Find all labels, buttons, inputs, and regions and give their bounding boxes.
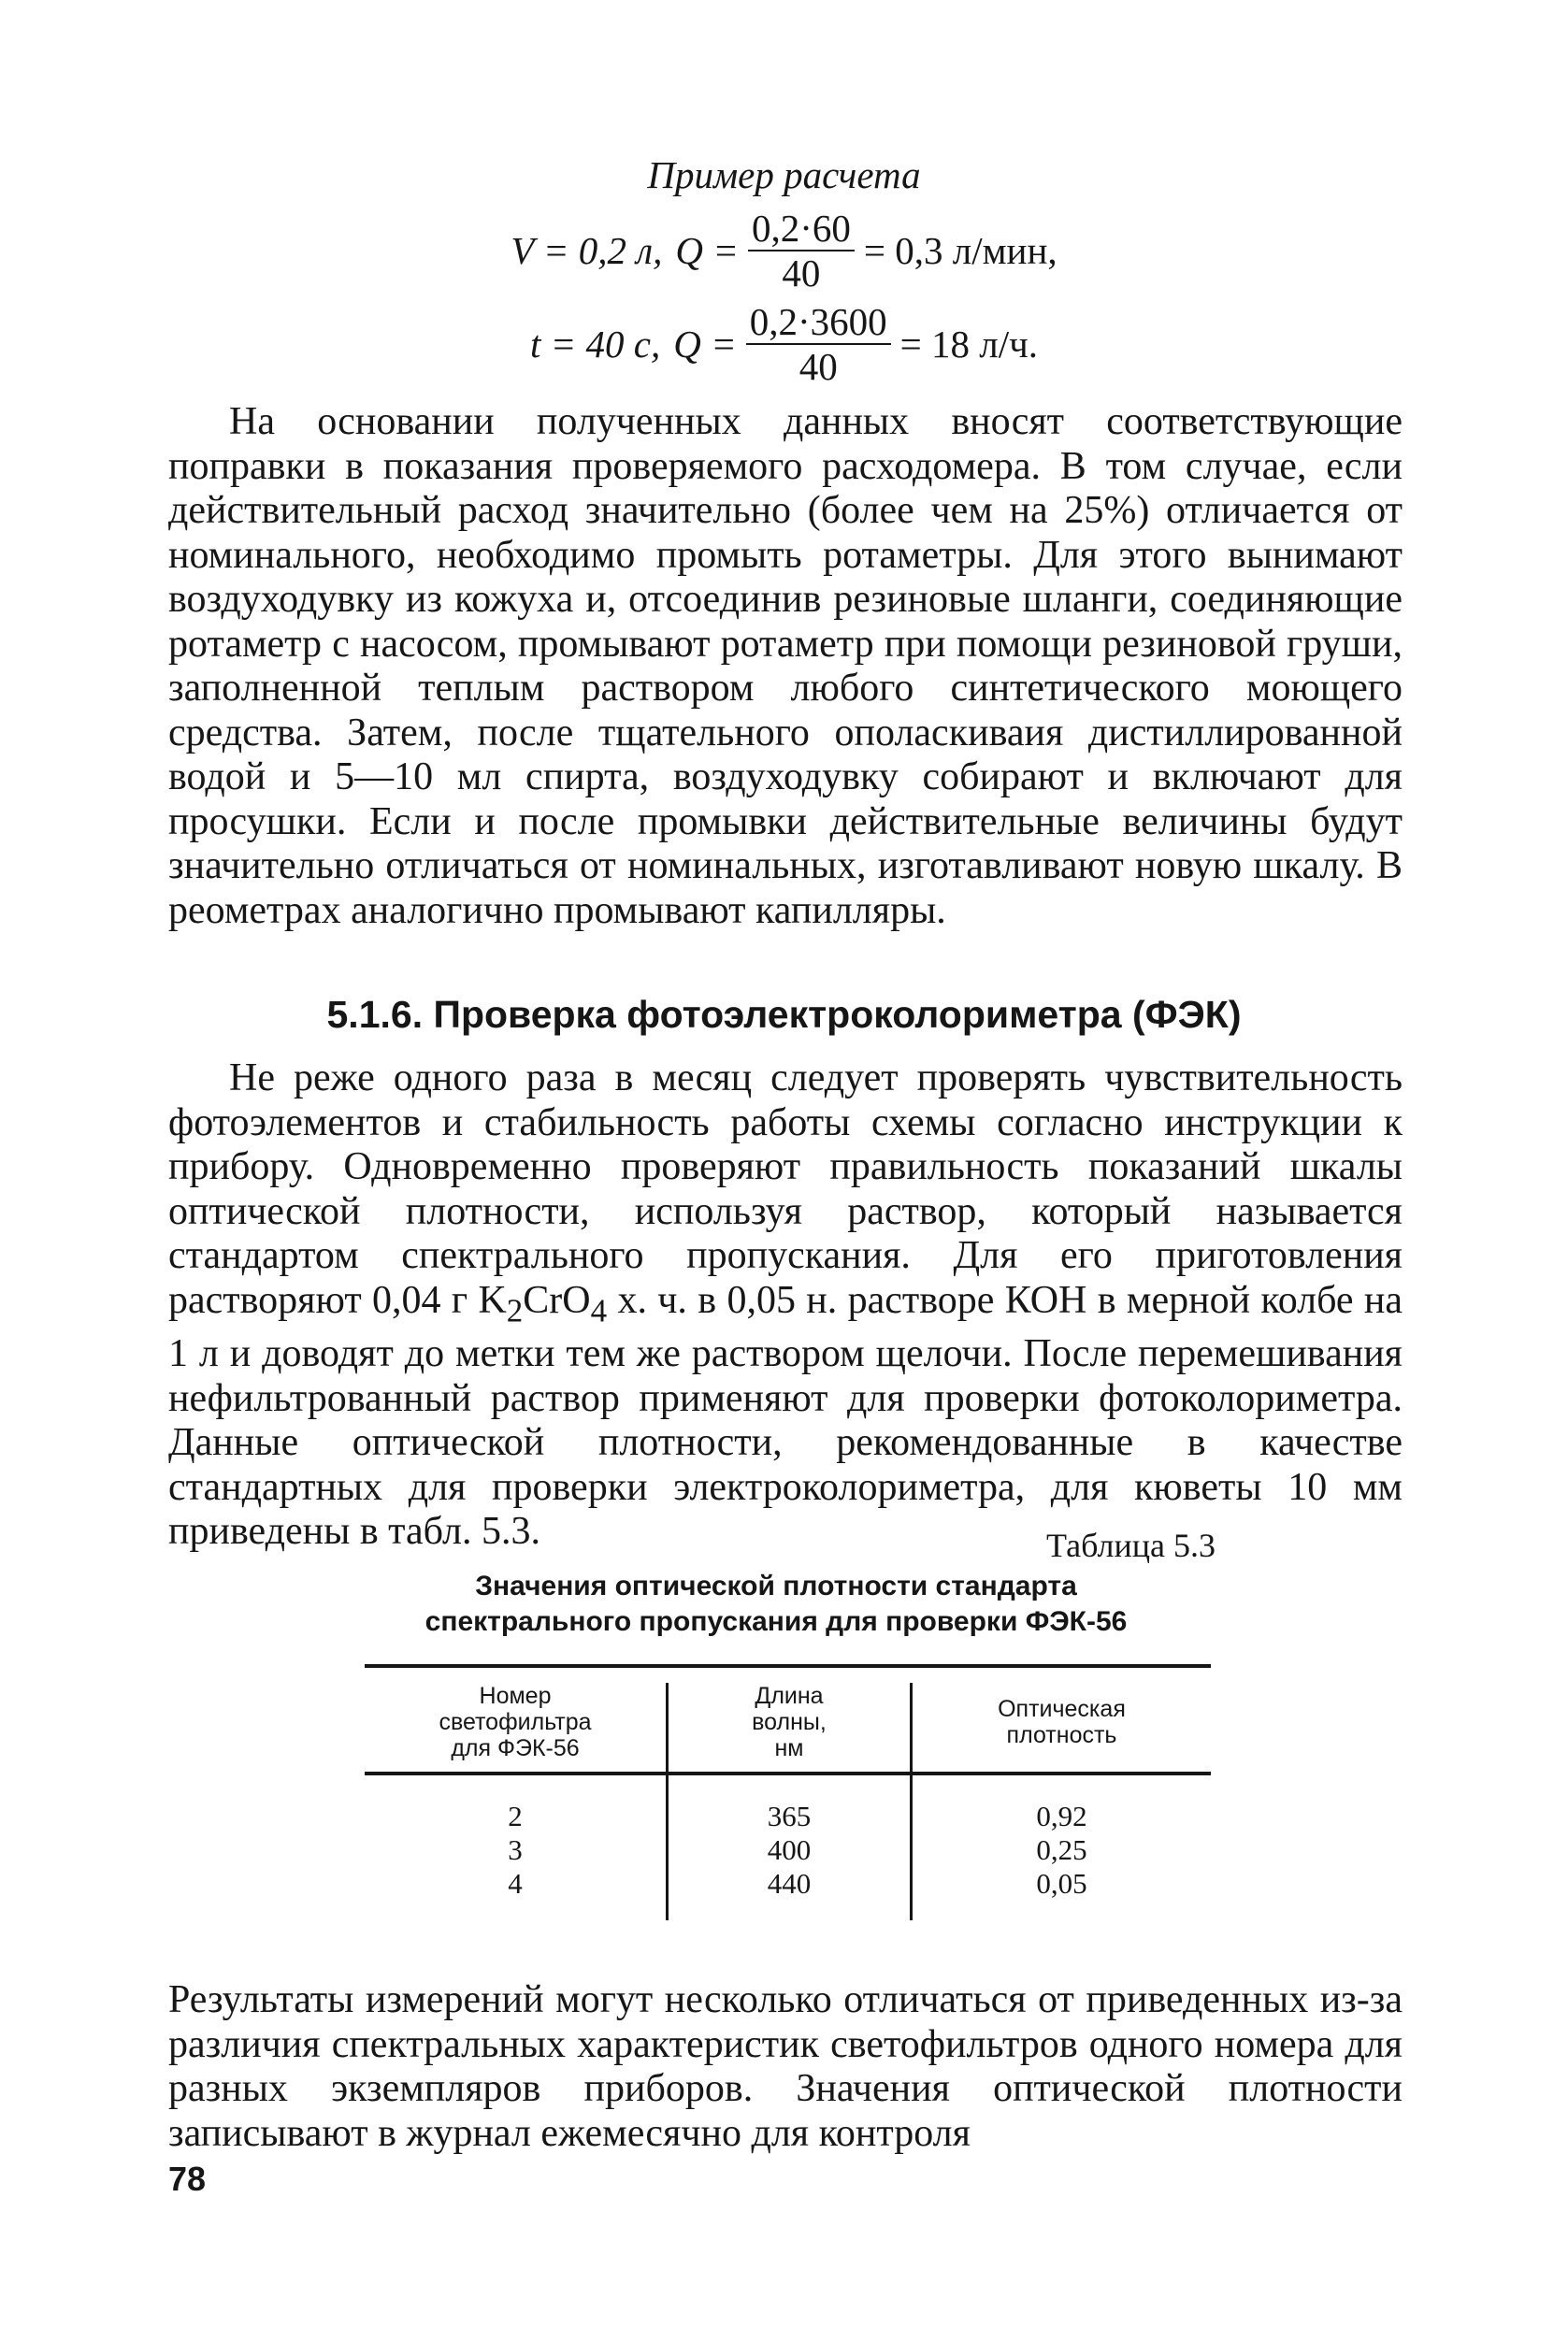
- table-cell: 0,92: [1036, 1800, 1087, 1832]
- table-caption: [355, 1569, 1197, 1640]
- table-cell: 2: [508, 1800, 523, 1832]
- table-cell: 0,25: [1036, 1833, 1087, 1866]
- table-header-rule: [365, 1772, 1211, 1775]
- table-number: Таблица 5.3: [1046, 1527, 1216, 1564]
- column-header-wavelength: Длина волны, нм: [752, 1683, 827, 1761]
- formula-flow-per-hour: [0, 297, 1568, 391]
- table-cell: 365: [767, 1800, 812, 1832]
- table-caption-line: Значения оптической плотности стандарта: [475, 1571, 1077, 1601]
- table-cell: 3: [508, 1833, 523, 1866]
- table-cell: 4: [508, 1867, 523, 1900]
- paragraph-corrections: На основании полученных данных вносят соответствующие поправки в показания проверяемого расходомера. В том случае, если действительный расход значительно (более чем на 25%) отличается от номинального, необходимо промыть ротаметры. Для этого вынимают воздуходувку из кожуха и, отсоединив резиновые шланги, соединяющие ротаметр с насосом, промывают ротаметр при помощи резиновой груши, заполненной теплым раствором любого синтетического моющего средства. Затем, после тщательного ополаскиваия дистиллированной водой и 5—10 мл спирта, воздуходувку собирают и включают для просушки. Если и после промывки действительные величины будут значительно отличаться от номинальных, изготавливают новую шкалу. В реометрах аналогично промывают капилляры.: [168, 400, 1403, 932]
- paragraph-text-2: х. ч. в 0,05 н. растворе КОН в мерной колбе на 1 л и доводят до метки тем же раствором щелочи. После перемешивания нефильтрованный раствор применяют для проверки фотоколориметра. Данные оптической плотности, рекомендованные в качестве стандартных для проверки электроколориметра, для кюветы 10 мм приведены в табл. 5.3.: [168, 1278, 1403, 1554]
- paragraph-fek-check: [168, 1056, 1403, 1555]
- column-header-density: Оптическая плотность: [998, 1696, 1126, 1748]
- table-cell: 400: [767, 1833, 812, 1866]
- formula-flow-per-minute: [0, 204, 1568, 297]
- optical-density-table: [365, 1664, 1211, 1926]
- example-heading: Пример расчета: [647, 153, 921, 196]
- formula-numerator: 0,2·60: [751, 207, 851, 250]
- formula-result: = 18 л/ч.: [899, 323, 1039, 366]
- formula-denominator: 40: [782, 251, 821, 294]
- table-caption-line: спектрального пропускания для проверки ФЭК-56: [424, 1606, 1128, 1637]
- column-header-filter: Номер светофильтра для ФЭК-56: [439, 1683, 592, 1761]
- table-cell: 440: [767, 1867, 812, 1900]
- column-values-wavelength: [669, 1800, 910, 1901]
- formula-result: = 0,3 л/мин,: [863, 229, 1057, 272]
- formula-denominator: 40: [798, 345, 838, 388]
- formula-fraction: [748, 207, 855, 294]
- paragraph-text-1: Не реже одного раза в месяц следует проверять чувствительность фотоэлементов и стабильность работы схемы согласно инструкции к прибору. Одновременно проверяют правильность показаний шкалы оптической плотности, используя раствор, который называется стандартом спектрального пропускания. Для его приготовления растворяют 0,04 г: [168, 1056, 1403, 1322]
- page-number: 78: [168, 2160, 207, 2198]
- formula-q: Q =: [675, 229, 739, 272]
- formula-lead: t = 40 с,: [529, 323, 661, 366]
- column-values-density: [913, 1800, 1211, 1901]
- table-cell: 0,05: [1036, 1867, 1087, 1900]
- table-top-rule: [365, 1664, 1211, 1668]
- paragraph-results: Результаты измерений могут несколько отличаться от приведенных из-за различия спектральных характеристик светофильтров одного номера для разных экземпляров приборов. Значения оптической плотности записывают в журнал ежемесячно для контроля: [168, 1978, 1403, 2155]
- column-values-filter: [365, 1800, 666, 1901]
- section-title: 5.1.6. Проверка фотоэлектроколориметра (ФЭК): [326, 993, 1242, 1036]
- formula-q: Q =: [673, 323, 737, 366]
- formula-k2cro4: $K_2CrO_4$: [478, 1278, 608, 1328]
- formula-lead: V = 0,2 л,: [511, 229, 663, 272]
- formula-fraction: [746, 300, 891, 388]
- formula-numerator: 0,2·3600: [749, 300, 887, 343]
